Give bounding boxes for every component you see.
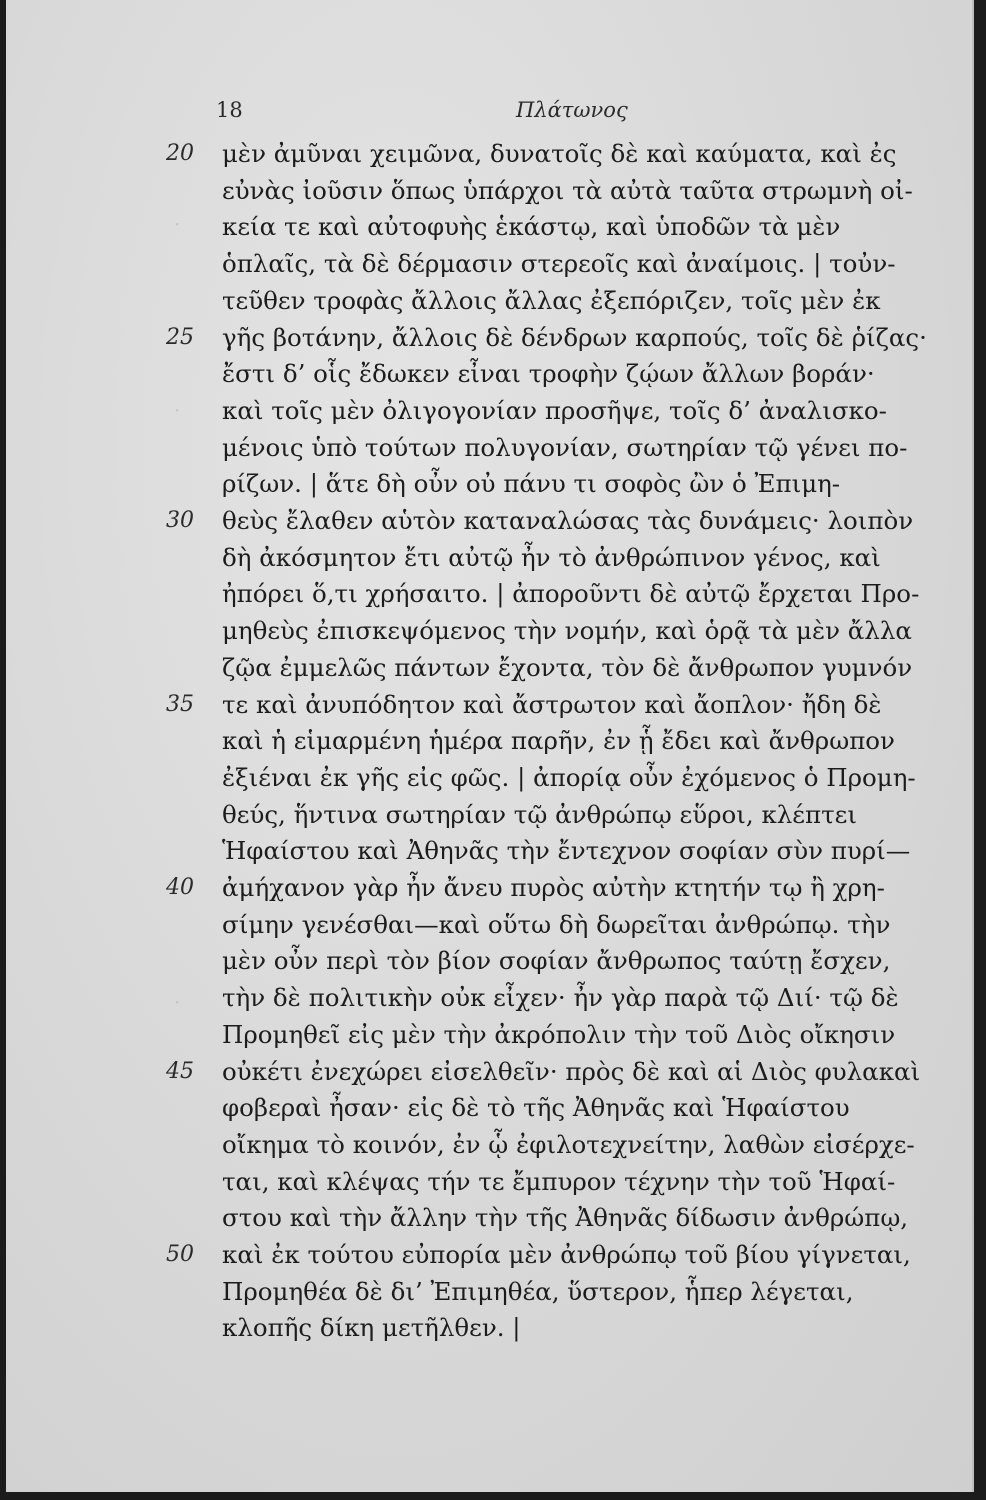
running-title: Πλάτωνος (516, 98, 628, 122)
text-line: δὴ ἀκόσμητον ἔτι αὐτῷ ἦν τὸ ἀνθρώπινον γένος, καὶ (222, 542, 881, 572)
text-line: εὐνὰς ἰοῦσιν ὅπως ὑπάρχοι τὰ αὐτὰ ταῦτα στρωμνὴ οἰ- (222, 175, 913, 205)
text-line: ται, καὶ κλέψας τήν τε ἔμπυρον τέχνην τὴν τοῦ Ἡφαί- (222, 1166, 896, 1196)
text-line: κεία τε καὶ αὐτοφυὴς ἑκάστῳ, καὶ ὑποδῶν τὰ μὲν (222, 212, 841, 242)
text-line: κλοπῆς δίκη μετῆλθεν. | (222, 1313, 521, 1343)
text-line: ὁπλαῖς, τὰ δὲ δέρμασιν στερεοῖς καὶ ἀναίμοις. | τοὐν- (222, 249, 896, 279)
text-line: Προμηθέα δὲ δι’ Ἐπιμηθέα, ὕστερον, ἧπερ λέγεται, (222, 1276, 854, 1306)
text-line: θεὺς ἔλαθεν αὑτὸν καταναλώσας τὰς δυνάμεις· λοιπὸν (222, 506, 914, 535)
text-line: καὶ τοῖς μὲν ὀλιγογονίαν προσῆψε, τοῖς δ’ ἀναλισκο- (222, 395, 887, 425)
text-line: μὲν ἀμῦναι χειμῶνα, δυνατοῖς δὲ καὶ καύματα, καὶ ἐς (222, 139, 897, 168)
text-line: τεῦθεν τροφὰς ἄλλοις ἄλλας ἐξεπόριζεν, τοῖς μὲν ἐκ (222, 285, 881, 315)
text-line: ἀμήχανον γὰρ ἦν ἄνευ πυρὸς αὐτὴν κτητήν τῳ ἢ χρη- (222, 873, 885, 902)
show-through-mark: · (174, 212, 181, 236)
text-line: στου καὶ τὴν ἄλλην τὴν τῆς Ἀθηνᾶς δίδωσιν ἀνθρώπῳ, (222, 1203, 909, 1233)
text-line: μηθεὺς ἐπισκεψόμενος τὴν νομήν, καὶ ὁρᾷ τὰ μὲν ἄλλα (222, 616, 912, 646)
text-line: Ἡφαίστου καὶ Ἀθηνᾶς τὴν ἔντεχνον σοφίαν σὺν πυρί— (222, 836, 911, 866)
book-page (6, 0, 974, 1492)
line-number: 45 (166, 1058, 194, 1084)
text-line: γῆς βοτάνην, ἄλλοις δὲ δένδρων καρπούς, τοῖς δὲ ῥίζας· (222, 322, 927, 352)
line-number: 35 (166, 691, 194, 717)
text-line: σίμην γενέσθαι—καὶ οὕτω δὴ δωρεῖται ἀνθρώπῳ. τὴν (222, 909, 891, 939)
text-line: καὶ ἐκ τούτου εὐπορία μὲν ἀνθρώπῳ τοῦ βίου γίγνεται, (222, 1240, 911, 1269)
text-line: Προμηθεῖ εἰς μὲν τὴν ἀκρόπολιν τὴν τοῦ Διὸς οἴκησιν (222, 1019, 896, 1049)
page-number: 18 (216, 98, 243, 122)
text-line: φοβεραὶ ἦσαν· εἰς δὲ τὸ τῆς Ἀθηνᾶς καὶ Ἡφαίστου (222, 1093, 850, 1123)
text-line: θεύς, ἥντινα σωτηρίαν τῷ ἀνθρώπῳ εὕροι, κλέπτει (222, 799, 857, 829)
line-number: 20 (166, 141, 194, 166)
text-line: καὶ ἡ εἱμαρμένη ἡμέρα παρῆν, ἐν ᾗ ἔδει καὶ ἄνθρωπον (222, 726, 895, 756)
line-number: 25 (166, 324, 194, 350)
text-line: οὐκέτι ἐνεχώρει εἰσελθεῖν· πρὸς δὲ καὶ αἱ Διὸς φυλακαὶ (222, 1056, 921, 1086)
line-number: 30 (166, 508, 194, 533)
line-number: 50 (166, 1242, 194, 1267)
text-line: μὲν οὖν περὶ τὸν βίον σοφίαν ἄνθρωπος ταύτῃ ἔσχεν, (222, 946, 891, 976)
text-line: ἠπόρει ὅ,τι χρήσαιτο. | ἀποροῦντι δὲ αὐτῷ ἔρχεται Προ- (222, 579, 920, 609)
show-through-mark: · (174, 398, 181, 422)
text-line: τὴν δὲ πολιτικὴν οὐκ εἶχεν· ἦν γὰρ παρὰ τῷ Διί· τῷ δὲ (222, 983, 899, 1013)
text-line: οἴκημα τὸ κοινόν, ἐν ᾧ ἐφιλοτεχνείτην, λαθὼν εἰσέρχε- (222, 1129, 915, 1159)
text-line: ἔστι δ’ οἷς ἔδωκεν εἶναι τροφὴν ζῴων ἄλλων βοράν· (222, 359, 875, 389)
text-line: ρίζων. | ἅτε δὴ οὖν οὐ πάνυ τι σοφὸς ὢν ὁ Ἐπιμη- (222, 469, 841, 499)
line-number: 40 (166, 875, 194, 900)
text-line: ἐξιέναι ἐκ γῆς εἰς φῶς. | ἀπορίᾳ οὖν ἐχόμενος ὁ Προμη- (222, 762, 916, 792)
show-through-mark: · (174, 990, 181, 1014)
text-line: μένοις ὑπὸ τούτων πολυγονίαν, σωτηρίαν τῷ γένει πο- (222, 432, 908, 462)
text-line: ζῷα ἐμμελῶς πάντων ἔχοντα, τὸν δὲ ἄνθρωπον γυμνόν (222, 652, 913, 682)
text-line: τε καὶ ἀνυπόδητον καὶ ἄστρωτον καὶ ἄοπλον· ἤδη δὲ (222, 689, 882, 719)
